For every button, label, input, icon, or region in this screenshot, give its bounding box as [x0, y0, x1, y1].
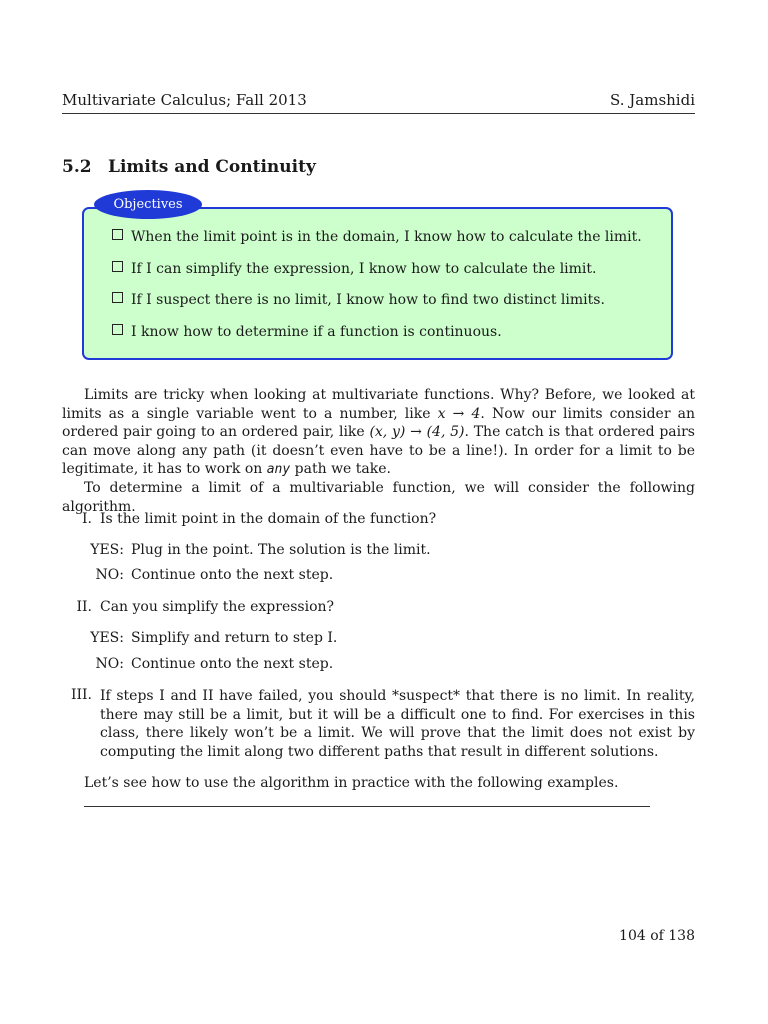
objective-item: [112, 324, 502, 340]
header-divider: [62, 113, 695, 114]
objective-item: [112, 261, 596, 277]
yes-label: YES:: [90, 542, 124, 558]
page-header: [62, 90, 695, 112]
intro-text: path we take.: [290, 461, 391, 477]
page-number: 104 of 138: [619, 928, 695, 944]
algorithm-intro: To determine a limit of a multivariable function, we will consider the following algorithm.: [62, 480, 695, 515]
no-label: NO:: [95, 656, 124, 672]
math-expression: x → 4: [437, 405, 481, 422]
yes-text: Simplify and return to step I.: [131, 630, 338, 646]
intro-paragraph: [62, 386, 695, 480]
step-numeral: III.: [70, 687, 92, 703]
section-heading: [62, 157, 316, 177]
checkbox-icon: [112, 292, 123, 303]
checkbox-icon: [112, 261, 123, 272]
objectives-tab: Objectives: [94, 190, 202, 219]
objective-text: If I can simplify the expression, I know how to calculate the limit.: [131, 261, 597, 277]
emphasis-text: any: [266, 462, 291, 477]
objective-item: [112, 292, 605, 308]
yes-text: Plug in the point. The solution is the limit.: [131, 542, 431, 558]
objective-text: I know how to determine if a function is continuous.: [131, 324, 502, 340]
author-name: S. Jamshidi: [609, 91, 695, 109]
step-numeral: I.: [82, 511, 92, 527]
yes-label: YES:: [90, 630, 124, 646]
section-divider: [84, 806, 650, 807]
step-text: If steps I and II have failed, you should *suspect* that there is no limit. In reality, there may still be a limit, but it will be a difficult one to find. For exercises in this class, there likely won’t be a limit. We will prove that the limit does not exist by computing the limit along two different paths that result in different solutions.: [100, 688, 695, 760]
intro-text: Limits are tricky when looking at multivariate functions. Why? Before, we looked at limits as a single variable went to a number, like: [62, 387, 695, 422]
section-number: 5.2: [62, 157, 92, 177]
course-title: Multivariate Calculus; Fall 2013: [62, 91, 307, 109]
math-expression: (x, y) → (4, 5): [369, 424, 465, 440]
step-question: Can you simplify the expression?: [100, 599, 335, 615]
intro-text: . Now our limits consider an ordered pair going to an ordered pair, like: [62, 405, 695, 440]
checkbox-icon: [112, 229, 123, 240]
no-text: Continue onto the next step.: [131, 567, 334, 583]
no-text: Continue onto the next step.: [131, 656, 334, 672]
objective-text: If I suspect there is no limit, I know how to find two distinct limits.: [131, 292, 605, 308]
no-label: NO:: [95, 567, 124, 583]
objective-item: [112, 229, 642, 245]
checkbox-icon: [112, 324, 123, 335]
intro-text: . The catch is that ordered pairs can move along any path (it doesn’t even have to be a line!). In order for a limit to be legitimate, it has to work on: [62, 424, 695, 477]
step-question: Is the limit point in the domain of the function?: [100, 511, 437, 527]
objective-text: When the limit point is in the domain, I know how to calculate the limit.: [131, 229, 642, 245]
step-numeral: II.: [76, 599, 92, 615]
section-title: Limits and Continuity: [108, 157, 316, 177]
closing-sentence: Let’s see how to use the algorithm in practice with the following examples.: [84, 775, 619, 791]
